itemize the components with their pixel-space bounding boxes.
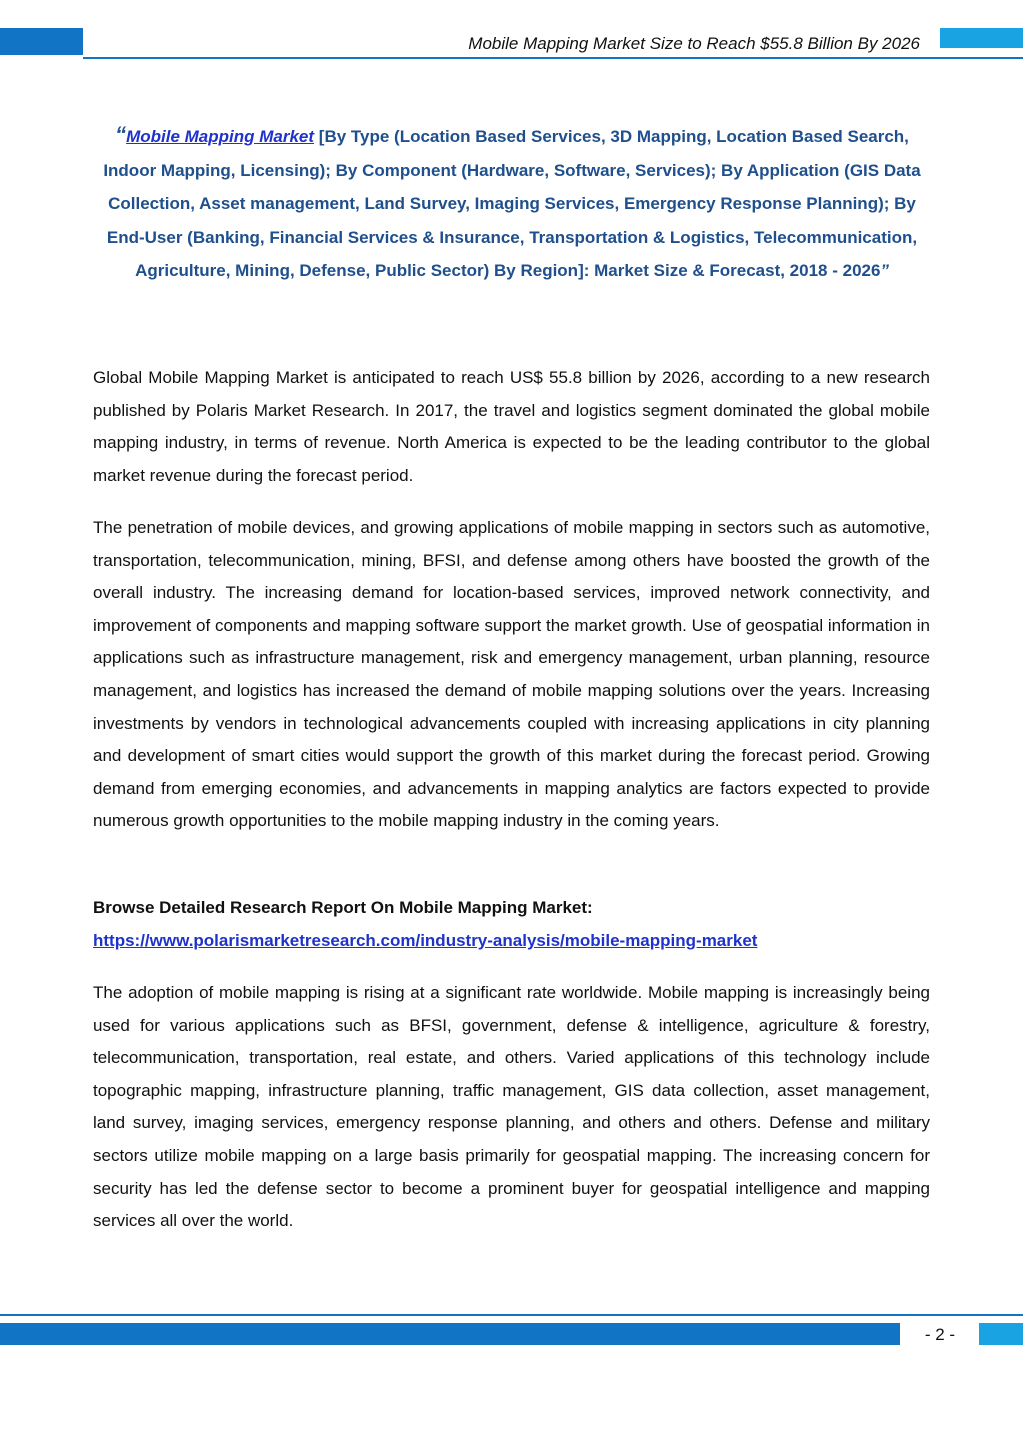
heading-open-quote: “ (115, 122, 127, 147)
paragraph-market-overview: Global Mobile Mapping Market is anticipated to reach US$ 55.8 billion by 2026, according to a new research published by Polaris Market Research. In 2017, the travel and logistics segment dominated the global mobile mapping industry, in terms of revenue. North America is expected to be the leading contributor to the global market revenue during the forecast period. (93, 368, 930, 485)
footer-accent-block-right (979, 1323, 1023, 1345)
paragraph-growth-drivers: The penetration of mobile devices, and growing applications of mobile mapping in sectors such as automotive, transportation, telecommunication, mining, BFSI, and defense among others have boosted the growth of the overall industry. The increasing demand for location-based services, improved network connectivity, and improvement of components and mapping software support the market growth. Use of geospatial information in applications such as infrastructure management, risk and emergency management, urban planning, resource management, and logistics has increased the demand of mobile mapping solutions over the years. Increasing investments by vendors in technological advancements coupled with increasing applications in city planning and development of smart cities would support the growth of this market during the forecast period. Growing demand from emerging economies, and advancements in mapping analytics are factors expected to provide numerous growth opportunities to the mobile mapping industry in the coming years. (93, 518, 930, 831)
header-rule (83, 57, 1023, 59)
report-heading (93, 118, 931, 288)
heading-text: [By Type (Location Based Services, 3D Mapping, Location Based Search, Indoor Mapping, Licensing); By Component (Hardware, Software, Services); By Application (GIS Data Collection, Asset management, Land Survey, Imaging Services, Emergency Response Planning); By End-User (Banking, Financial Services & Insurance, Transportation & Logistics, Telecommunication, Agriculture, Mining, Defense, Public Sector) By Region]: Market Size & Forecast, 2018 - 2026 (103, 127, 921, 281)
footer-accent-bar (0, 1323, 900, 1345)
browse-report-label: Browse Detailed Research Report On Mobile Mapping Market: (93, 898, 593, 917)
header-accent-block-left (0, 28, 83, 55)
market-report-link[interactable]: Mobile Mapping Market (126, 127, 315, 146)
paragraph-adoption: The adoption of mobile mapping is rising at a significant rate worldwide. Mobile mapping is increasingly being used for various applications such as BFSI, government, defense & intelligence, agriculture & forestry, telecommunication, transportation, real estate, and others. Varied applications of this technology include topographic mapping, infrastructure planning, traffic management, GIS data collection, asset management, land survey, imaging services, emergency response planning, and others and others. Defense and military sectors utilize mobile mapping on a large basis primarily for geospatial mapping. The increasing concern for security has led the defense sector to become a prominent buyer for geospatial intelligence and mapping services all over the world. (93, 983, 930, 1231)
header-title: Mobile Mapping Market Size to Reach $55.8 Billion By 2026 (468, 34, 920, 53)
heading-close-quote: ” (880, 261, 889, 281)
page-number: - 2 - (924, 1325, 956, 1344)
browse-report-section (93, 892, 930, 957)
header-accent-block-right (940, 28, 1023, 48)
report-url-link[interactable]: https://www.polarismarketresearch.com/industry-analysis/mobile-mapping-market (93, 930, 758, 950)
footer-rule (0, 1314, 1023, 1316)
